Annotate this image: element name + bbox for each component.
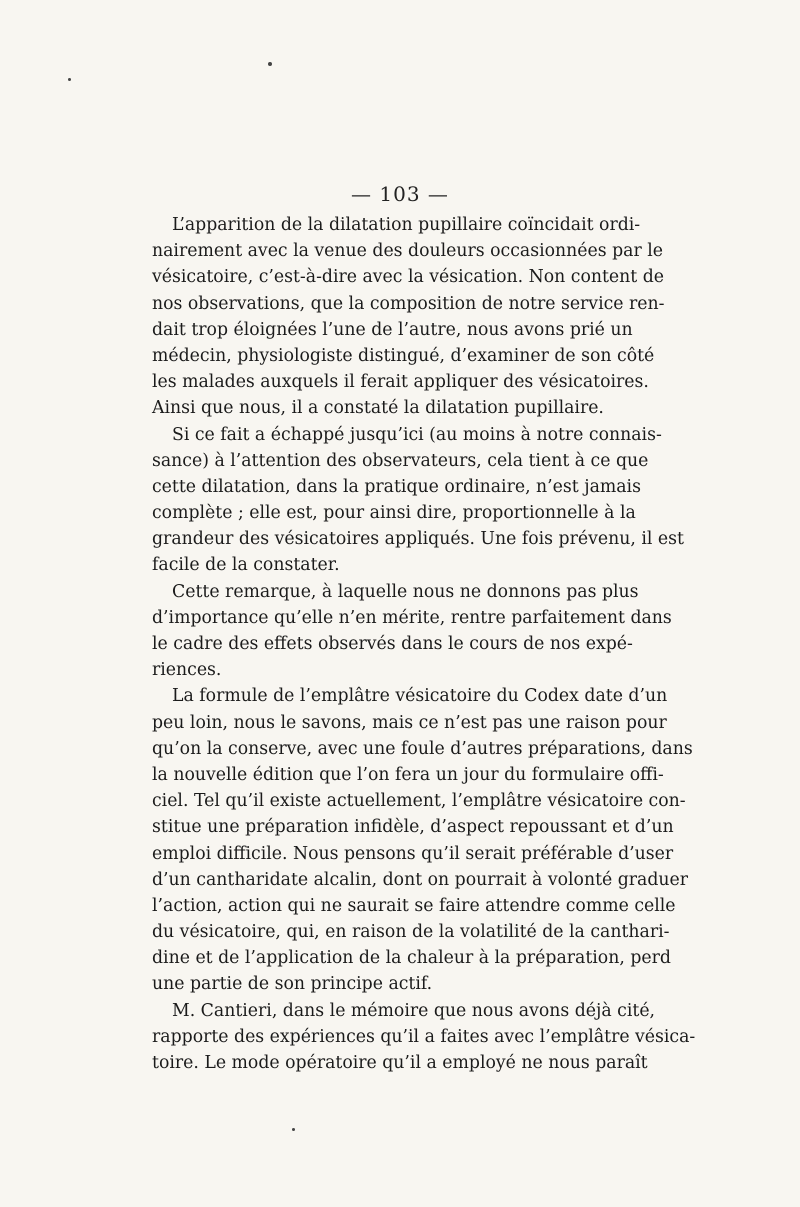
text-line: le cadre des effets observés dans le cours de nos expé-	[152, 634, 633, 654]
scan-speck	[292, 1128, 295, 1131]
text-line: qu’on la conserve, avec une foule d’autres préparations, dans	[152, 738, 693, 759]
text-line: l’action, action qui ne saurait se faire attendre comme celle	[152, 895, 676, 916]
text-line: d’un cantharidate alcalin, dont on pourrait à volonté graduer	[152, 869, 689, 890]
text-line: du vésicatoire, qui, en raison de la volatilité de la canthari-	[152, 922, 670, 943]
text-line: emploi difficile. Nous pensons qu’il serait préférable d’user	[152, 843, 674, 864]
text-line: médecin, physiologiste distingué, d’examiner de son côté	[152, 345, 655, 366]
page-number: — 103 —	[351, 182, 449, 206]
text-line: Si ce fait a échappé jusqu’ici (au moins à notre connais-	[172, 424, 662, 445]
scan-speck	[268, 62, 272, 66]
text-line: peu loin, nous le savons, mais ce n’est pas une raison pour	[152, 712, 667, 733]
text-line: sance) à l’attention des observateurs, cela tient à ce que	[152, 450, 649, 471]
paragraph	[152, 579, 672, 684]
paragraph	[152, 422, 684, 579]
text-line: dine et de l’application de la chaleur à la préparation, perd	[152, 948, 671, 969]
paragraph	[152, 683, 693, 997]
text-line: nos observations, que la composition de notre service ren-	[152, 293, 665, 314]
text-line: facile de la constater.	[152, 555, 340, 576]
text-line: rapporte des expériences qu’il a faites avec l’emplâtre vésica-	[152, 1026, 696, 1047]
paragraph	[152, 998, 696, 1077]
text-line: Ainsi que nous, il a constaté la dilatation pupillaire.	[152, 398, 604, 419]
text-line: L’apparition de la dilatation pupillaire coïncidait ordi-	[172, 215, 641, 235]
body-text	[152, 212, 696, 1076]
text-line: riences.	[152, 660, 222, 681]
text-line: ciel. Tel qu’il existe actuellement, l’emplâtre vésicatoire con-	[152, 791, 686, 812]
scan-speck	[68, 78, 71, 81]
text-line: complète ; elle est, pour ainsi dire, proportionnelle à la	[152, 503, 636, 524]
text-line: M. Cantieri, dans le mémoire que nous avons déjà cité,	[172, 1000, 656, 1021]
text-line: nairement avec la venue des douleurs occasionnées par le	[152, 241, 663, 262]
text-line: cette dilatation, dans la pratique ordinaire, n’est jamais	[152, 476, 641, 497]
text-line: grandeur des vésicatoires appliqués. Une fois prévenu, il est	[152, 529, 684, 550]
text-line: les malades auxquels il ferait appliquer des vésicatoires.	[152, 372, 649, 393]
text-line: La formule de l’emplâtre vésicatoire du Codex date d’un	[172, 686, 668, 707]
text-line: dait trop éloignées l’une de l’autre, nous avons prié un	[152, 319, 633, 340]
text-line: une partie de son principe actif.	[152, 974, 433, 995]
text-line: stitue une préparation infidèle, d’aspect repoussant et d’un	[152, 817, 674, 838]
text-line: vésicatoire, c’est-à-dire avec la vésication. Non content de	[152, 267, 665, 288]
text-line: la nouvelle édition que l’on fera un jour du formulaire offi-	[152, 764, 664, 785]
text-line: toire. Le mode opératoire qu’il a employé ne nous paraît	[152, 1053, 648, 1073]
text-line: d’importance qu’elle n’en mérite, rentre parfaitement dans	[152, 607, 672, 628]
text-line: Cette remarque, à laquelle nous ne donnons pas plus	[172, 581, 639, 602]
paragraph	[152, 212, 665, 422]
